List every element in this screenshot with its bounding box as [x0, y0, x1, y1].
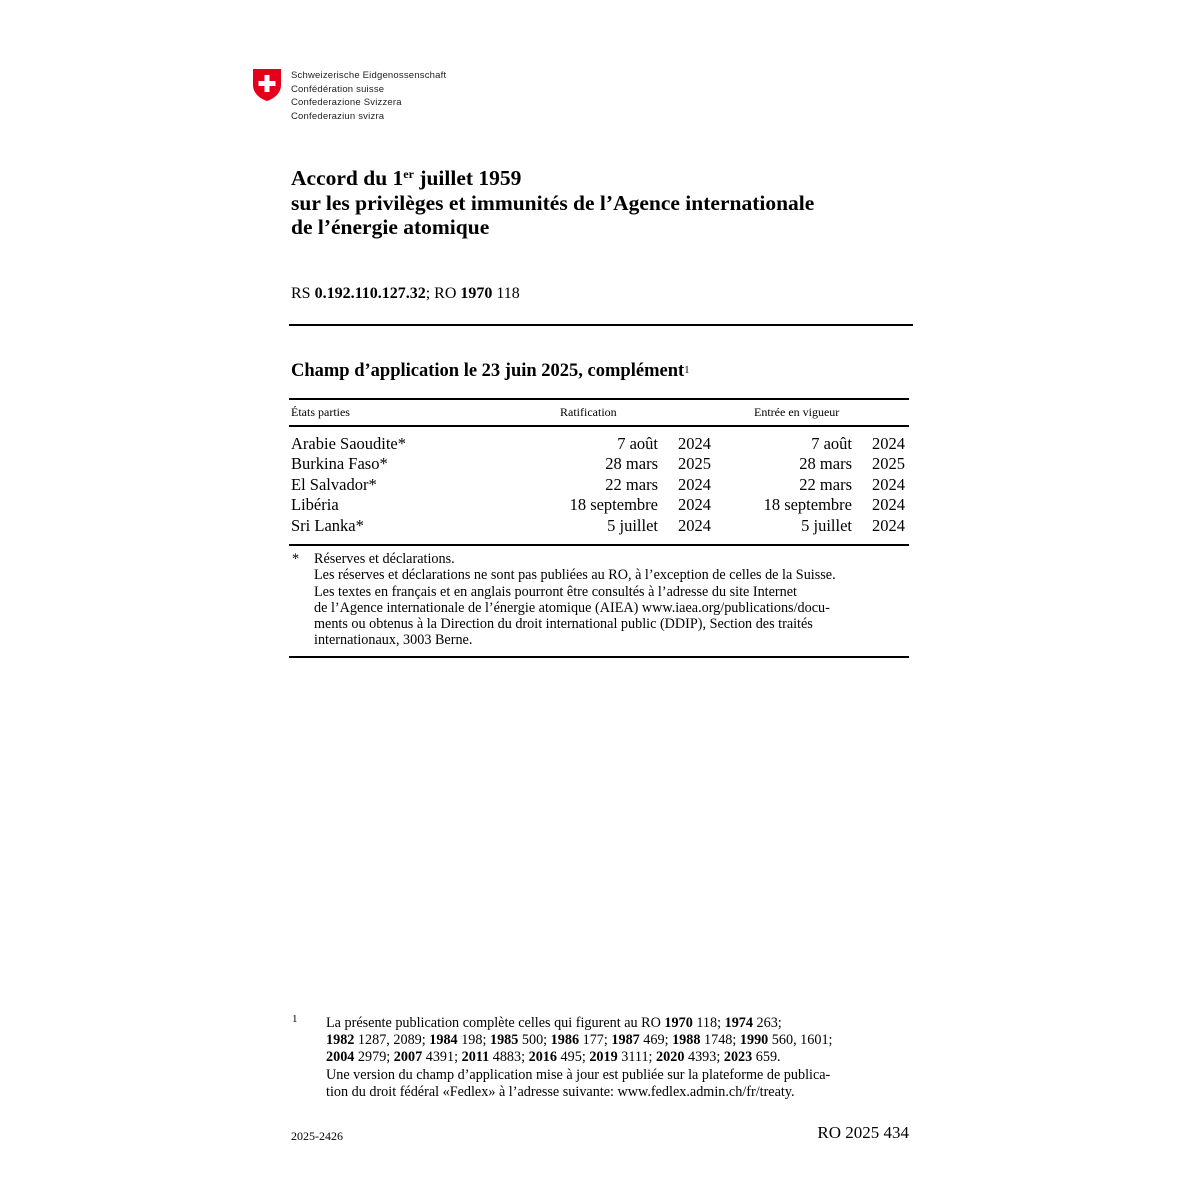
footnote-ref-pages: 2979; — [354, 1049, 394, 1066]
table-row — [0, 454, 1200, 474]
footnote-ref-pages: 118; — [692, 1015, 725, 1031]
footnote-ref-year: 2019 — [589, 1049, 618, 1066]
footnote-ref-year: 1986 — [550, 1032, 580, 1049]
entry-year-cell: 2024 — [872, 495, 905, 515]
entry-date-cell: 5 juillet — [801, 515, 852, 535]
state-cell: Burkina Faso* — [291, 454, 388, 474]
entry-year-cell: 2025 — [872, 454, 905, 474]
note-mark: * — [292, 551, 300, 567]
footnote-ref-year: 2004 — [326, 1049, 355, 1066]
note-line: internationaux, 3003 Berne. — [314, 632, 473, 649]
footnote-prefix: La présente publication complète celles qui figurent au RO — [326, 1015, 665, 1031]
ratification-year-cell: 2024 — [678, 474, 711, 494]
table-row — [0, 495, 1200, 515]
footnote-ref-pages: 659. — [752, 1049, 781, 1066]
footnote-ref-year: 2020 — [656, 1049, 685, 1066]
footnote-ref-pages: 263; — [752, 1015, 782, 1031]
footnote-ref-pages: 4393; — [684, 1049, 724, 1066]
footnote-ref-pages: 4391; — [422, 1049, 462, 1066]
title-line1-b: juillet 1959 — [413, 166, 522, 190]
entry-date-cell: 22 mars — [799, 474, 852, 494]
footnote-ref-pages: 3111; — [617, 1049, 657, 1066]
footnote-ref-pages: 1748; — [700, 1032, 740, 1049]
footnote-ref-pages: 560, 1601; — [768, 1032, 833, 1049]
footnote-ref-year: 2023 — [723, 1049, 753, 1066]
scope-heading-text: Champ d’application le 23 juin 2025, complément — [291, 361, 685, 381]
footnote-ref-pages: 198; — [457, 1032, 490, 1049]
note-line: ments ou obtenus à la Direction du droit international public (DDIP), Section des traités — [314, 616, 813, 633]
ratification-date-cell: 28 mars — [605, 454, 658, 474]
ratification-year-cell: 2024 — [678, 434, 711, 453]
footnote-ref-year: 1987 — [611, 1032, 640, 1049]
table-row — [0, 475, 1200, 495]
footnote-ref-year: 2007 — [393, 1049, 423, 1066]
title-line1-a: Accord du 1 — [291, 166, 404, 190]
rs-reference — [291, 285, 520, 303]
footnote-ref-year: 1988 — [672, 1032, 701, 1049]
ratification-date-cell: 5 juillet — [607, 515, 658, 535]
footnote-ref-year: 1985 — [489, 1032, 519, 1049]
ro-year: 1970 — [460, 285, 493, 302]
table-top-rule — [289, 398, 909, 400]
rs-number: 0.192.110.127.32 — [314, 285, 426, 302]
rs-label: RS — [291, 285, 315, 302]
confederation-line-fr: Confédération suisse — [291, 83, 385, 95]
footnote-ref-pages: 1287, 2089; — [354, 1032, 430, 1049]
confederation-line-rm: Confederaziun svizra — [291, 110, 385, 122]
footnote-line2 — [326, 1032, 833, 1049]
footnote-mark: 1 — [292, 1013, 298, 1025]
confederation-name-block — [291, 69, 446, 123]
ratification-year-cell: 2025 — [678, 454, 711, 474]
ro-label: ; RO — [425, 285, 461, 302]
document-number: 2025-2426 — [291, 1129, 343, 1143]
table-bottom-rule — [289, 544, 909, 546]
title-line1-sup: er — [403, 167, 414, 181]
scope-heading — [291, 361, 690, 382]
footnote-ref-year: 1990 — [739, 1032, 769, 1049]
entry-year-cell: 2024 — [872, 515, 905, 535]
footnote-ref-year: 1982 — [326, 1032, 355, 1049]
table-header-rule — [289, 425, 909, 427]
column-header-entry: Entrée en vigueur — [754, 405, 840, 419]
entry-date-cell: 18 septembre — [763, 495, 852, 515]
footnote-line5: tion du droit fédéral «Fedlex» à l’adresse suivante: www.fedlex.admin.ch/fr/treaty. — [326, 1083, 795, 1100]
footnote-line1 — [326, 1015, 833, 1032]
scope-heading-note: 1 — [684, 364, 690, 376]
state-cell: Arabie Saoudite* — [291, 434, 407, 453]
footnote-ref-pages: 495; — [556, 1049, 590, 1066]
entry-date-cell: 7 août — [811, 434, 852, 453]
footnote-ref-year: 2011 — [461, 1049, 490, 1066]
confederation-line-de: Schweizerische Eidgenossenschaft — [291, 70, 447, 81]
footnote-ref-year: 1974 — [724, 1015, 753, 1031]
ro-page: 118 — [492, 285, 520, 302]
column-header-states: États parties — [291, 405, 350, 419]
footnote-ref-pages: 4883; — [489, 1049, 529, 1066]
footnote-ref-pages: 177; — [579, 1032, 612, 1049]
footnote-ref-year: 1984 — [429, 1032, 458, 1049]
footnote-ref-year: 1970 — [664, 1015, 693, 1031]
entry-year-cell: 2024 — [872, 434, 905, 453]
confederation-line-it: Confederazione Svizzera — [291, 97, 402, 108]
state-cell: Libéria — [291, 495, 339, 515]
footnote-ref-pages: 469; — [639, 1032, 673, 1049]
column-header-ratification: Ratification — [560, 405, 617, 419]
note-line: Les réserves et déclarations ne sont pas publiées au RO, à l’exception de celles de la Suisse. — [314, 567, 836, 584]
title-line2: sur les privilèges et immunités de l’Agence internationale — [291, 190, 815, 215]
ratification-date-cell: 22 mars — [605, 474, 658, 494]
note-bottom-rule — [289, 656, 909, 658]
ratification-year-cell: 2024 — [678, 515, 711, 535]
footnote-line4: Une version du champ d’application mise à jour est publiée sur la plateforme de publica- — [326, 1066, 831, 1083]
swiss-coat-of-arms-icon — [252, 68, 282, 102]
document-title — [291, 166, 814, 240]
ratification-date-cell: 18 septembre — [569, 495, 658, 515]
state-cell: Sri Lanka* — [291, 515, 364, 535]
footnote-text — [326, 1015, 833, 1101]
divider-top — [289, 324, 913, 326]
entry-year-cell: 2024 — [872, 474, 905, 494]
ratification-date-cell: 7 août — [617, 434, 658, 453]
note-line: de l’Agence internationale de l’énergie atomique (AIEA) www.iaea.org/publications/docu- — [314, 599, 830, 616]
title-line3: de l’énergie atomique — [291, 215, 490, 239]
entry-date-cell: 28 mars — [799, 454, 852, 474]
footnote-ref-pages: 500; — [518, 1032, 551, 1049]
footnote-line3 — [326, 1049, 833, 1066]
table-row — [0, 516, 1200, 536]
state-cell: El Salvador* — [291, 474, 377, 494]
ro-reference: RO 2025 434 — [817, 1123, 909, 1142]
note-line: Les textes en français et en anglais pourront être consultés à l’adresse du site Internet — [314, 583, 797, 600]
note-line: Réserves et déclarations. — [314, 551, 455, 567]
table-row — [0, 434, 1200, 454]
footnote-ref-year: 2016 — [528, 1049, 557, 1066]
ratification-year-cell: 2024 — [678, 495, 711, 515]
note-block — [314, 551, 836, 649]
